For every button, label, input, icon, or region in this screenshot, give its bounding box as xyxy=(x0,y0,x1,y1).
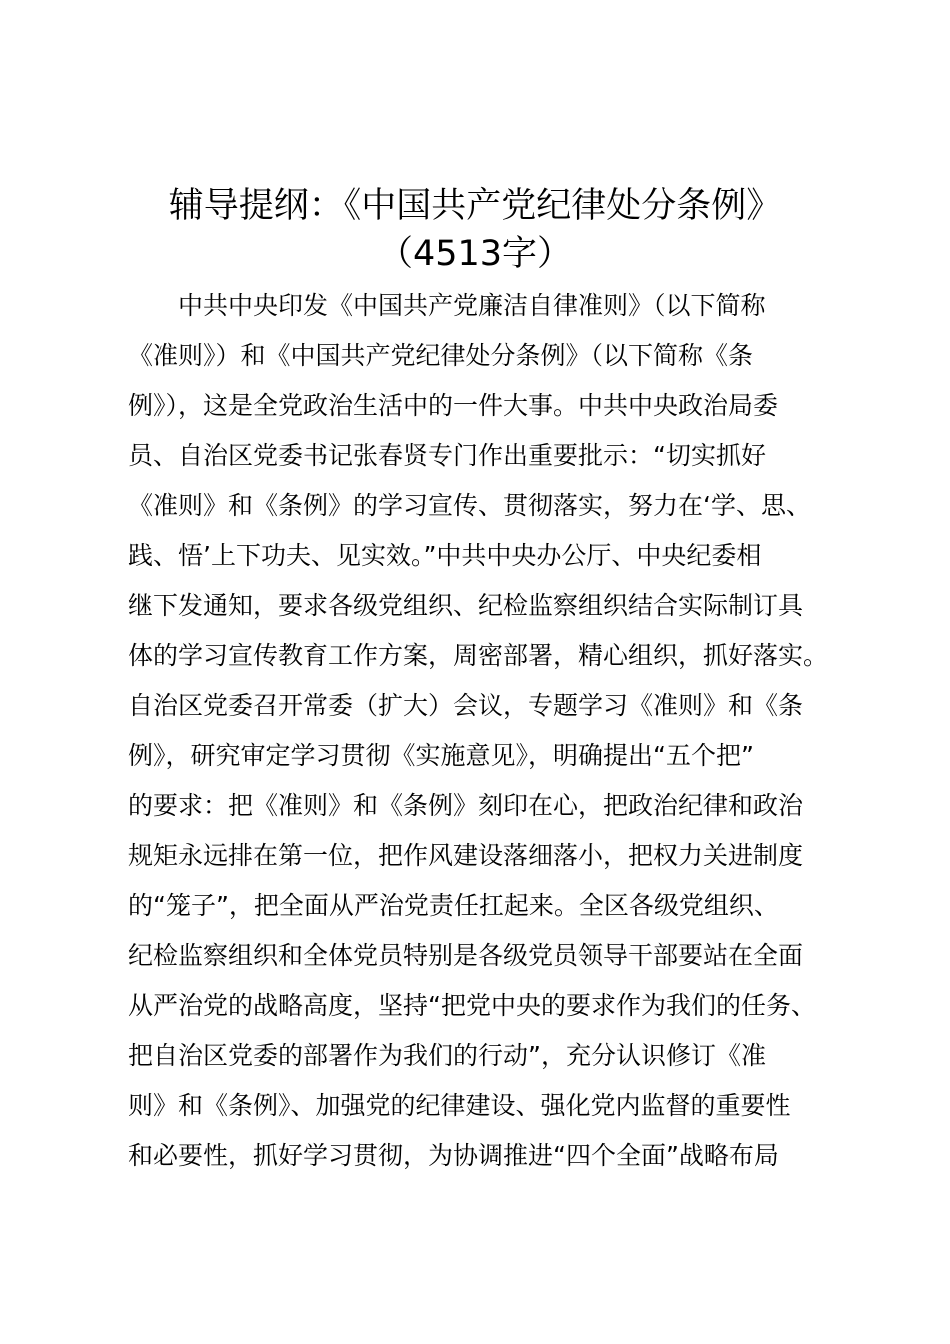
paragraph-line: 把自治区党委的部署作为我们的行动”，充分认识修订《准 xyxy=(128,1041,766,1070)
paragraph-line: 中共中央印发《中国共产党廉洁自律准则》（以下简称 xyxy=(178,291,766,320)
paragraph-line: 规矩永远排在第一位，把作风建设落细落小，把权力关进制度 xyxy=(128,841,804,870)
paragraph-line: 的要求：把《准则》和《条例》刻印在心，把政治纪律和政治 xyxy=(128,791,804,820)
paragraph-line: 体的学习宣传教育工作方案，周密部署，精心组织，抓好落实。 xyxy=(128,641,829,670)
body-paragraph xyxy=(128,281,848,1181)
paragraph-line: 从严治党的战略高度，坚持“把党中央的要求作为我们的任务、 xyxy=(128,991,816,1020)
document-title: 辅导提纲：《中国共产党纪律处分条例》 xyxy=(168,186,782,226)
paragraph-line: 纪检监察组织和全体党员特别是各级党员领导干部要站在全面 xyxy=(128,941,804,970)
paragraph-line: 例》），这是全党政治生活中的一件大事。中共中央政治局委 xyxy=(128,391,779,420)
paragraph-line: 则》和《条例》、加强党的纪律建设、强化党内监督的重要性 xyxy=(128,1091,791,1120)
paragraph-line: 例》，研究审定学习贯彻《实施意见》，明确提出“五个把” xyxy=(128,741,754,770)
document-title-wordcount: （4513字） xyxy=(377,234,573,274)
paragraph-line: 的“笼子”，把全面从严治党责任扛起来。全区各级党组织、 xyxy=(128,891,779,920)
paragraph-line: 员、自治区党委书记张春贤专门作出重要批示：“切实抓好 xyxy=(128,441,766,470)
paragraph-line: 《准则》）和《中国共产党纪律处分条例》（以下简称《条 xyxy=(128,341,754,370)
paragraph-line: 和必要性，抓好学习贯彻，为协调推进“四个全面”战略布局 xyxy=(128,1141,779,1170)
paragraph-line: 自治区党委召开常委（扩大）会议，专题学习《准则》和《条 xyxy=(128,691,804,720)
paragraph-line: 《准则》和《条例》的学习宣传、贯彻落实，努力在‘学、思、 xyxy=(128,491,811,520)
paragraph-line: 践、悟’上下功夫、见实效。”中共中央办公厅、中央纪委相 xyxy=(128,541,762,570)
paragraph-line: 继下发通知，要求各级党组织、纪检监察组织结合实际制订具 xyxy=(128,591,804,620)
